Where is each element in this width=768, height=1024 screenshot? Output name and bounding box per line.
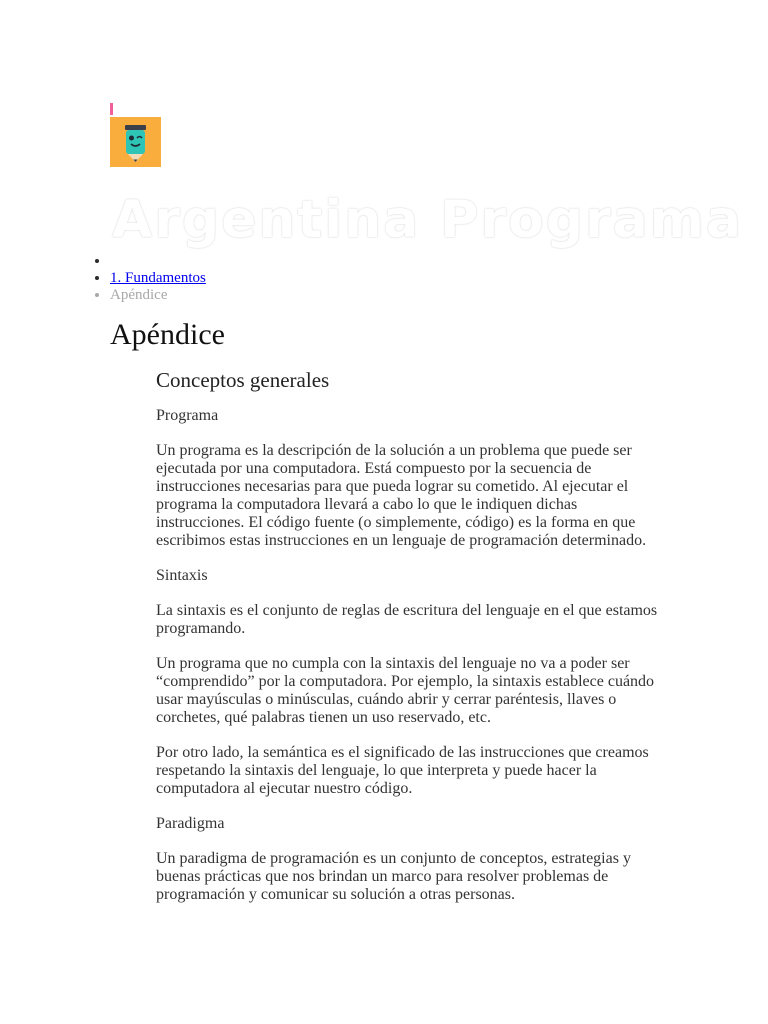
breadcrumb [82,253,206,304]
logo-body [126,130,145,154]
logo-cap [125,125,146,130]
main-content [156,368,666,921]
paragraph: La sintaxis es el conjunto de reglas de escritura del lenguaje en el que estamos programando. [156,602,658,637]
site-title[interactable]: Argentina Programa [112,190,744,250]
paragraph: Un programa que no cumpla con la sintaxis del lenguaje no va a poder ser “comprendido” por la computadora. Por ejemplo, la sintaxis establece cuándo usar mayúsculas o minúsculas, cuándo abrir y cerrar paréntesis, llaves o corchetes, qué palabras tienen un uso reservado, etc. [156,655,655,726]
breadcrumb-item-current: • Apéndice [110,287,206,304]
topic-title-sintaxis: Sintaxis [156,567,208,584]
paragraph: Un paradigma de programación es un conjunto de conceptos, estrategias y buenas prácticas que nos brindan un marco para resolver problemas de programación y comunicar su solución a otras personas. [156,850,631,903]
accent-mark [110,103,113,115]
breadcrumb-item-fundamentos[interactable] [110,270,206,287]
logo-icon[interactable] [110,117,161,167]
breadcrumb-item-home[interactable] [110,253,206,270]
paragraph: Un programa es la descripción de la solución a un problema que puede ser ejecutada por una computadora. Está compuesto por la secuencia de instrucciones necesarias para que pueda lograr su cometido. Al ejecutar el programa la computadora llevará a cabo lo que le indiquen dichas instrucciones. El código fuente (o simplemente, código) es la forma en que escribimos estas instrucciones en un lenguaje de programación determinado. [156,442,647,549]
topic-title-programa: Programa [156,407,219,424]
page-title: Apéndice [110,318,225,351]
topic-title-paradigma: Paradigma [156,815,225,832]
breadcrumb-link-fundamentos[interactable]: 1. Fundamentos [110,270,206,286]
logo-eye-left [129,136,134,141]
section-heading: Conceptos generales [156,368,330,392]
paragraph: Por otro lado, la semántica es el significado de las instrucciones que creamos respetando la sintaxis del lenguaje, lo que interpreta y puede hacer la computadora al ejecutar nuestro código. [156,744,649,797]
